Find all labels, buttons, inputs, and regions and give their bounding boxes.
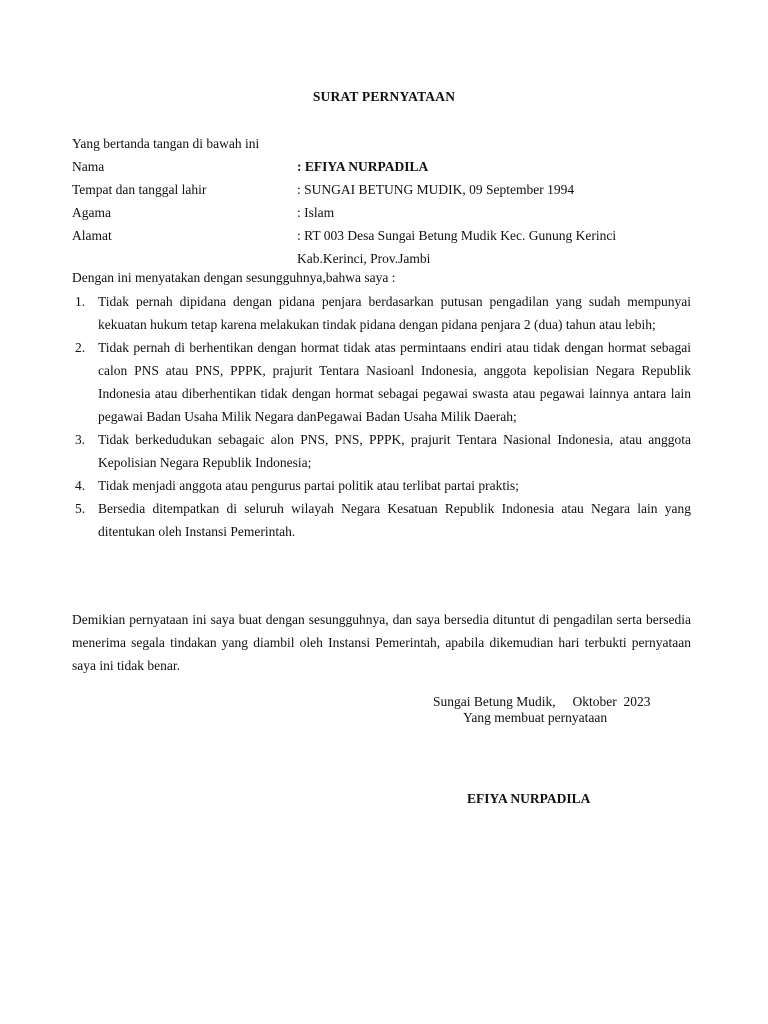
field-value: : EFIYA NURPADILA — [297, 159, 429, 174]
closing-paragraph: Demikian pernyataan ini saya buat dengan sesungguhnya, dan saya bersedia dituntut di pengadilan serta bersedia menerima segala tindakan yang diambil oleh Instansi Pemerintah, apabila dikemudian hari terbukti pernyataan saya ini tidak benar. — [72, 612, 691, 673]
item-number: 2. — [75, 340, 86, 355]
item-text: Tidak pernah di berhentikan dengan hormat tidak atas permintaans endiri atau tidak dengan hormat sebagai calon PNS atau PNS, PPPK, prajurit Tentara Nasioanl Indonesia, anggota kepolisian Negara Republik Indonesia atau diberhentikan tidak dengan hormat sebagai pegawai swasta atau pegawai lainnya antara lain pegawai Badan Usaha Milik Negara danPegawai Badan Usaha Milik Daerah; — [98, 340, 691, 424]
declaration-intro: Dengan ini menyatakan dengan sesungguhnya,bahwa saya : — [72, 270, 396, 285]
field-row-religion — [72, 201, 692, 224]
field-value: : SUNGAI BETUNG MUDIK, 09 September 1994 — [297, 182, 575, 197]
field-value-continuation: Kab.Kerinci, Prov.Jambi — [297, 251, 431, 266]
field-row-address — [72, 224, 692, 247]
field-label: Agama — [72, 205, 111, 220]
signature-name: EFIYA NURPADILA — [467, 791, 591, 806]
list-item — [72, 336, 691, 428]
signature-place-date: Sungai Betung Mudik, Oktober 2023 — [433, 694, 651, 709]
item-number: 4. — [75, 478, 86, 493]
declaration-list — [72, 290, 691, 543]
item-number: 1. — [75, 294, 86, 309]
item-text: Bersedia ditempatkan di seluruh wilayah Negara Kesatuan Republik Indonesia atau Negara lain yang ditentukan oleh Instansi Pemerintah. — [98, 501, 691, 539]
signature-role: Yang membuat pernyataan — [463, 710, 608, 725]
list-item — [72, 290, 691, 336]
item-text: Tidak berkedudukan sebagaic alon PNS, PNS, PPPK, prajurit Tentara Nasional Indonesia, atau anggota Kepolisian Negara Republik Indonesia; — [98, 432, 691, 470]
list-item — [72, 497, 691, 543]
field-row-birth — [72, 178, 692, 201]
intro-text: Yang bertanda tangan di bawah ini — [72, 136, 260, 151]
item-text: Tidak pernah dipidana dengan pidana penjara berdasarkan putusan pengadilan yang sudah mempunyai kekuatan hukum tetap karena melakukan tindak pidana dengan pidana penjara 2 (dua) tahun atau lebih; — [98, 294, 691, 332]
item-number: 5. — [75, 501, 86, 516]
field-row-nama — [72, 155, 692, 178]
field-label: Alamat — [72, 228, 112, 243]
field-value: : Islam — [297, 205, 335, 220]
field-row-address-cont — [72, 247, 692, 270]
field-label: Tempat dan tanggal lahir — [72, 182, 207, 197]
item-number: 3. — [75, 432, 86, 447]
field-label: Nama — [72, 159, 105, 174]
field-value: : RT 003 Desa Sungai Betung Mudik Kec. Gunung Kerinci — [297, 228, 617, 243]
list-item — [72, 428, 691, 474]
item-text: Tidak menjadi anggota atau pengurus partai politik atau terlibat partai praktis; — [98, 478, 519, 493]
list-item — [72, 474, 691, 497]
document-title: SURAT PERNYATAAN — [312, 89, 456, 104]
